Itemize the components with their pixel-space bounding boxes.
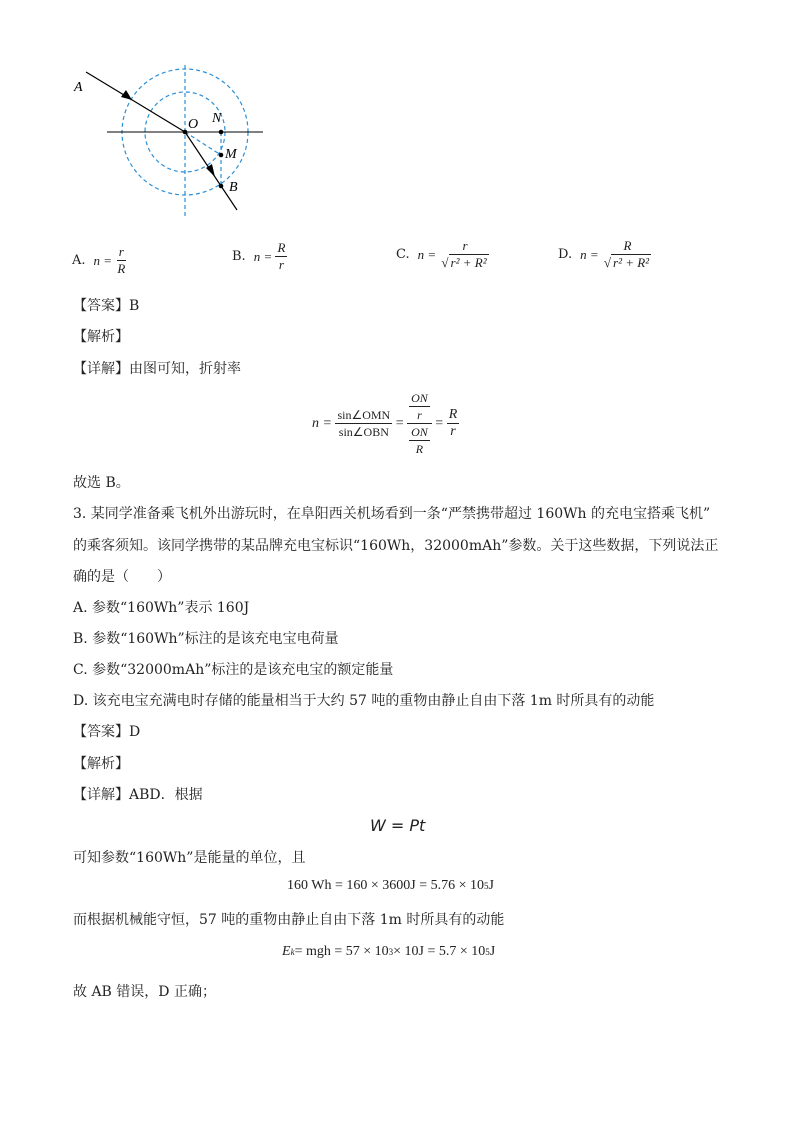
incident-ray — [86, 72, 185, 132]
label-o: O — [188, 117, 199, 132]
q2-option-d: D. n = $\frac{R}{\text{√ r² + R²}}$ — [558, 238, 650, 270]
q3-equation-power: W = Pt — [370, 816, 426, 835]
label-a: A — [74, 80, 83, 95]
q2-answer: 【答案】B — [73, 298, 140, 314]
q2-option-c: C. n = $\frac{r}{\text{√ r² + R²}}$ — [396, 238, 487, 270]
q3-stem-line1: 3. 某同学准备乘飞机外出游玩时，在阜阳西关机场看到一条“严禁携带超过 160Wh 的充电宝搭乘飞机” — [73, 506, 711, 522]
q2-detail: 【详解】由图可知，折射率 — [73, 361, 241, 377]
label-n: N — [212, 111, 222, 126]
q3-option-d: D. 该充电宝充满电时存储的能量相当于大约 57 吨的重物由静止自由下落 1m 时所具有的动能 — [73, 693, 655, 709]
q3-equation-kinetic: E k = mgh = 57 × 10 3 × 10J = 5.7 × 10 5 J — [282, 944, 496, 959]
q3-text1: 可知参数“160Wh”是能量的单位，且 — [73, 850, 306, 866]
q3-text2: 而根据机械能守恒，57 吨的重物由静止自由下落 1m 时所具有的动能 — [73, 912, 505, 928]
point-n — [219, 130, 224, 135]
q2-equation: n = $\frac{\text{sin∠OMN}}{\text{sin∠OBN}}$ = $\frac{\frac{ON}{r}}{\frac{ON}{R}}$ = $\frac{R}{r}$ — [312, 391, 458, 456]
incident-arrow — [121, 90, 132, 100]
q3-analysis: 【解析】 — [73, 756, 129, 772]
point-m — [219, 153, 224, 158]
q2-option-b: B. n = $\frac{R}{r}$ — [232, 240, 286, 272]
q3-option-b: B. 参数“160Wh”标注的是该充电宝电荷量 — [73, 631, 339, 647]
q3-stem-line2: 的乘客须知。该同学携带的某品牌充电宝标识“160Wh，32000mAh”参数。关于这些数据，下列说法正 — [73, 538, 719, 554]
point-b — [219, 184, 224, 189]
refraction-diagram — [60, 60, 280, 230]
om-dashed — [185, 132, 221, 155]
q3-equation-energy: 160 Wh = 160 × 3600J = 5.76 × 10 5 J — [287, 878, 494, 893]
q2-conclusion: 故选 B。 — [73, 475, 130, 491]
point-o — [183, 130, 188, 135]
q2-option-a: A. n = $\frac{r}{R}$ — [72, 244, 126, 276]
label-b: B — [229, 180, 238, 195]
label-m: M — [225, 147, 237, 162]
q2-analysis: 【解析】 — [73, 329, 129, 345]
q3-answer: 【答案】D — [73, 724, 141, 740]
q3-conclusion: 故 AB 错误，D 正确； — [73, 984, 216, 1000]
q3-option-c: C. 参数“32000mAh”标注的是该充电宝的额定能量 — [73, 662, 394, 678]
q3-detail: 【详解】ABD．根据 — [73, 787, 203, 803]
q3-stem-line3: 确的是（ ） — [73, 569, 171, 585]
q3-option-a: A. 参数“160Wh”表示 160J — [73, 600, 250, 616]
